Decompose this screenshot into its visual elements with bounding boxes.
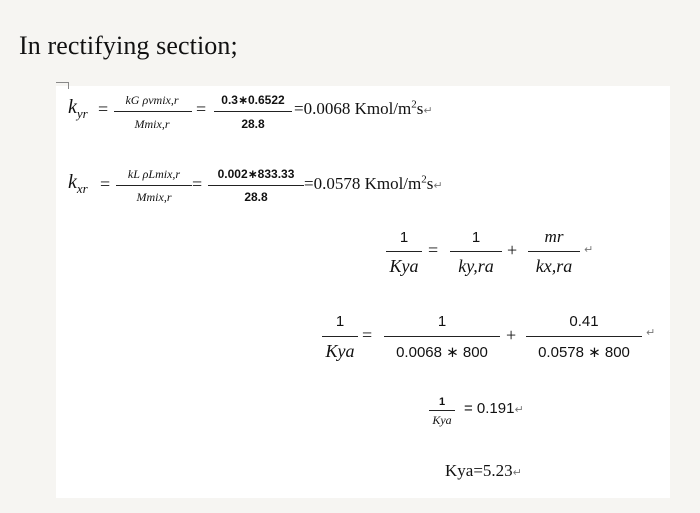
eq2-den: Mmix,r [136, 190, 172, 204]
eq3-d2: ky,ra [458, 256, 494, 276]
eq4-n1: 1 [335, 313, 345, 330]
eq2-result: =0.0578 Kmol/$m^2s↵$ [304, 173, 443, 193]
eq2-den2: 28.8 [244, 190, 268, 204]
equation-final-kya: Kya=5.23↵ [445, 461, 522, 480]
eq4-d2: 0.0068 ∗ 800 [396, 344, 488, 361]
eq1-den2: 28.8 [241, 117, 265, 131]
eq1-equals: = [98, 99, 109, 119]
eq3-equals: = [428, 240, 439, 260]
eq1-num: kG ρvmix,r [125, 93, 179, 107]
eq5-n: 1 [438, 396, 446, 408]
section-heading: In rectifying section; [19, 31, 238, 60]
eq2-num2: 0.002∗833.33 [217, 167, 295, 181]
eq1-den: Mmix,r [134, 117, 170, 131]
eq1-num2: 0.3∗0.6522 [221, 93, 285, 107]
eq1-equals2: = [196, 99, 207, 119]
eq4-d1: Kya [325, 341, 355, 361]
eq4-equals: = [362, 325, 373, 345]
eq4-d3: 0.0578 ∗ 800 [538, 344, 630, 361]
eq3-n3: mr [544, 227, 564, 246]
eq2-equals: = [100, 174, 111, 194]
eq4-n3: 0.41 [569, 313, 599, 330]
eq3-n1: 1 [399, 229, 409, 246]
eq3-n2: 1 [471, 229, 481, 246]
equation-image-panel [56, 86, 670, 498]
eq2-equals2: = [192, 174, 203, 194]
eq4-plus: + [506, 325, 517, 345]
eq1-result: =0.0068 Kmol/$m^2s↵$ [294, 98, 433, 118]
eq3-para-mark: ↵ [584, 243, 594, 256]
eq3-d3: kx,ra [535, 256, 573, 276]
eq3-plus: + [507, 240, 518, 260]
eq3-d1: Kya [389, 256, 419, 276]
eq2-num: kL ρLmix,r [127, 167, 181, 181]
eq1-lhs: $k_{yr}$ [68, 96, 88, 121]
eq5-d: Kya [432, 413, 452, 427]
image-corner-marker [56, 82, 69, 89]
eq2-lhs: $k_{xr}$ [68, 171, 88, 196]
eq4-n2: 1 [437, 313, 447, 330]
eq5-result: = 0.191↵ [464, 400, 524, 417]
eq4-para-mark: ↵ [646, 326, 656, 339]
